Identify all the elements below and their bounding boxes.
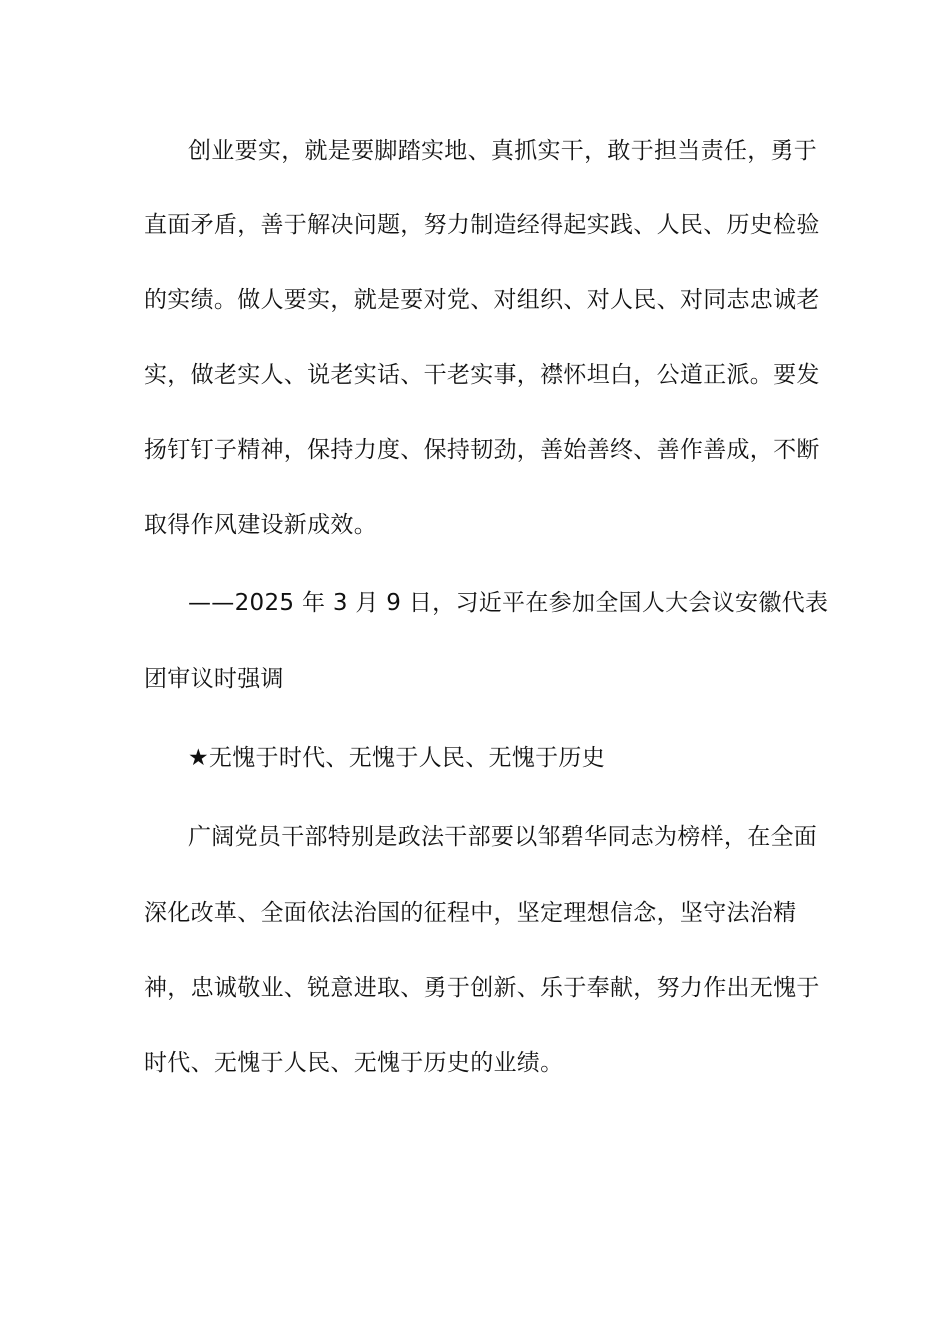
section-heading: ★无愧于时代、无愧于人民、无愧于历史 (188, 745, 606, 771)
attribution-line-2: 团审议时强调 (144, 666, 284, 692)
attribution-line-1: ——2025 年 3 月 9 日，习近平在参加全国人大会议安徽代表 (188, 590, 829, 616)
paragraph-1-line-6: 取得作风建设新成效。 (144, 512, 377, 538)
paragraph-2-line-1: 广阔党员干部特别是政法干部要以邹碧华同志为榜样，在全面 (188, 824, 818, 850)
paragraph-2-line-2: 深化改革、全面依法治国的征程中，坚定理想信念，坚守法治精 (144, 900, 797, 926)
paragraph-2-line-3: 神，忠诚敬业、锐意进取、勇于创新、乐于奉献，努力作出无愧于 (144, 975, 820, 1001)
paragraph-1-line-5: 扬钉钉子精神，保持力度、保持韧劲，善始善终、善作善成，不断 (144, 437, 820, 463)
paragraph-2-line-4: 时代、无愧于人民、无愧于历史的业绩。 (144, 1050, 564, 1076)
paragraph-1-line-3: 的实绩。做人要实，就是要对党、对组织、对人民、对同志忠诚老 (144, 287, 820, 313)
paragraph-1-line-2: 直面矛盾，善于解决问题，努力制造经得起实践、人民、历史检验 (144, 212, 820, 238)
paragraph-1-line-1: 创业要实，就是要脚踏实地、真抓实干，敢于担当责任，勇于 (188, 138, 818, 164)
paragraph-1-line-4: 实，做老实人、说老实话、干老实事，襟怀坦白，公道正派。要发 (144, 362, 820, 388)
